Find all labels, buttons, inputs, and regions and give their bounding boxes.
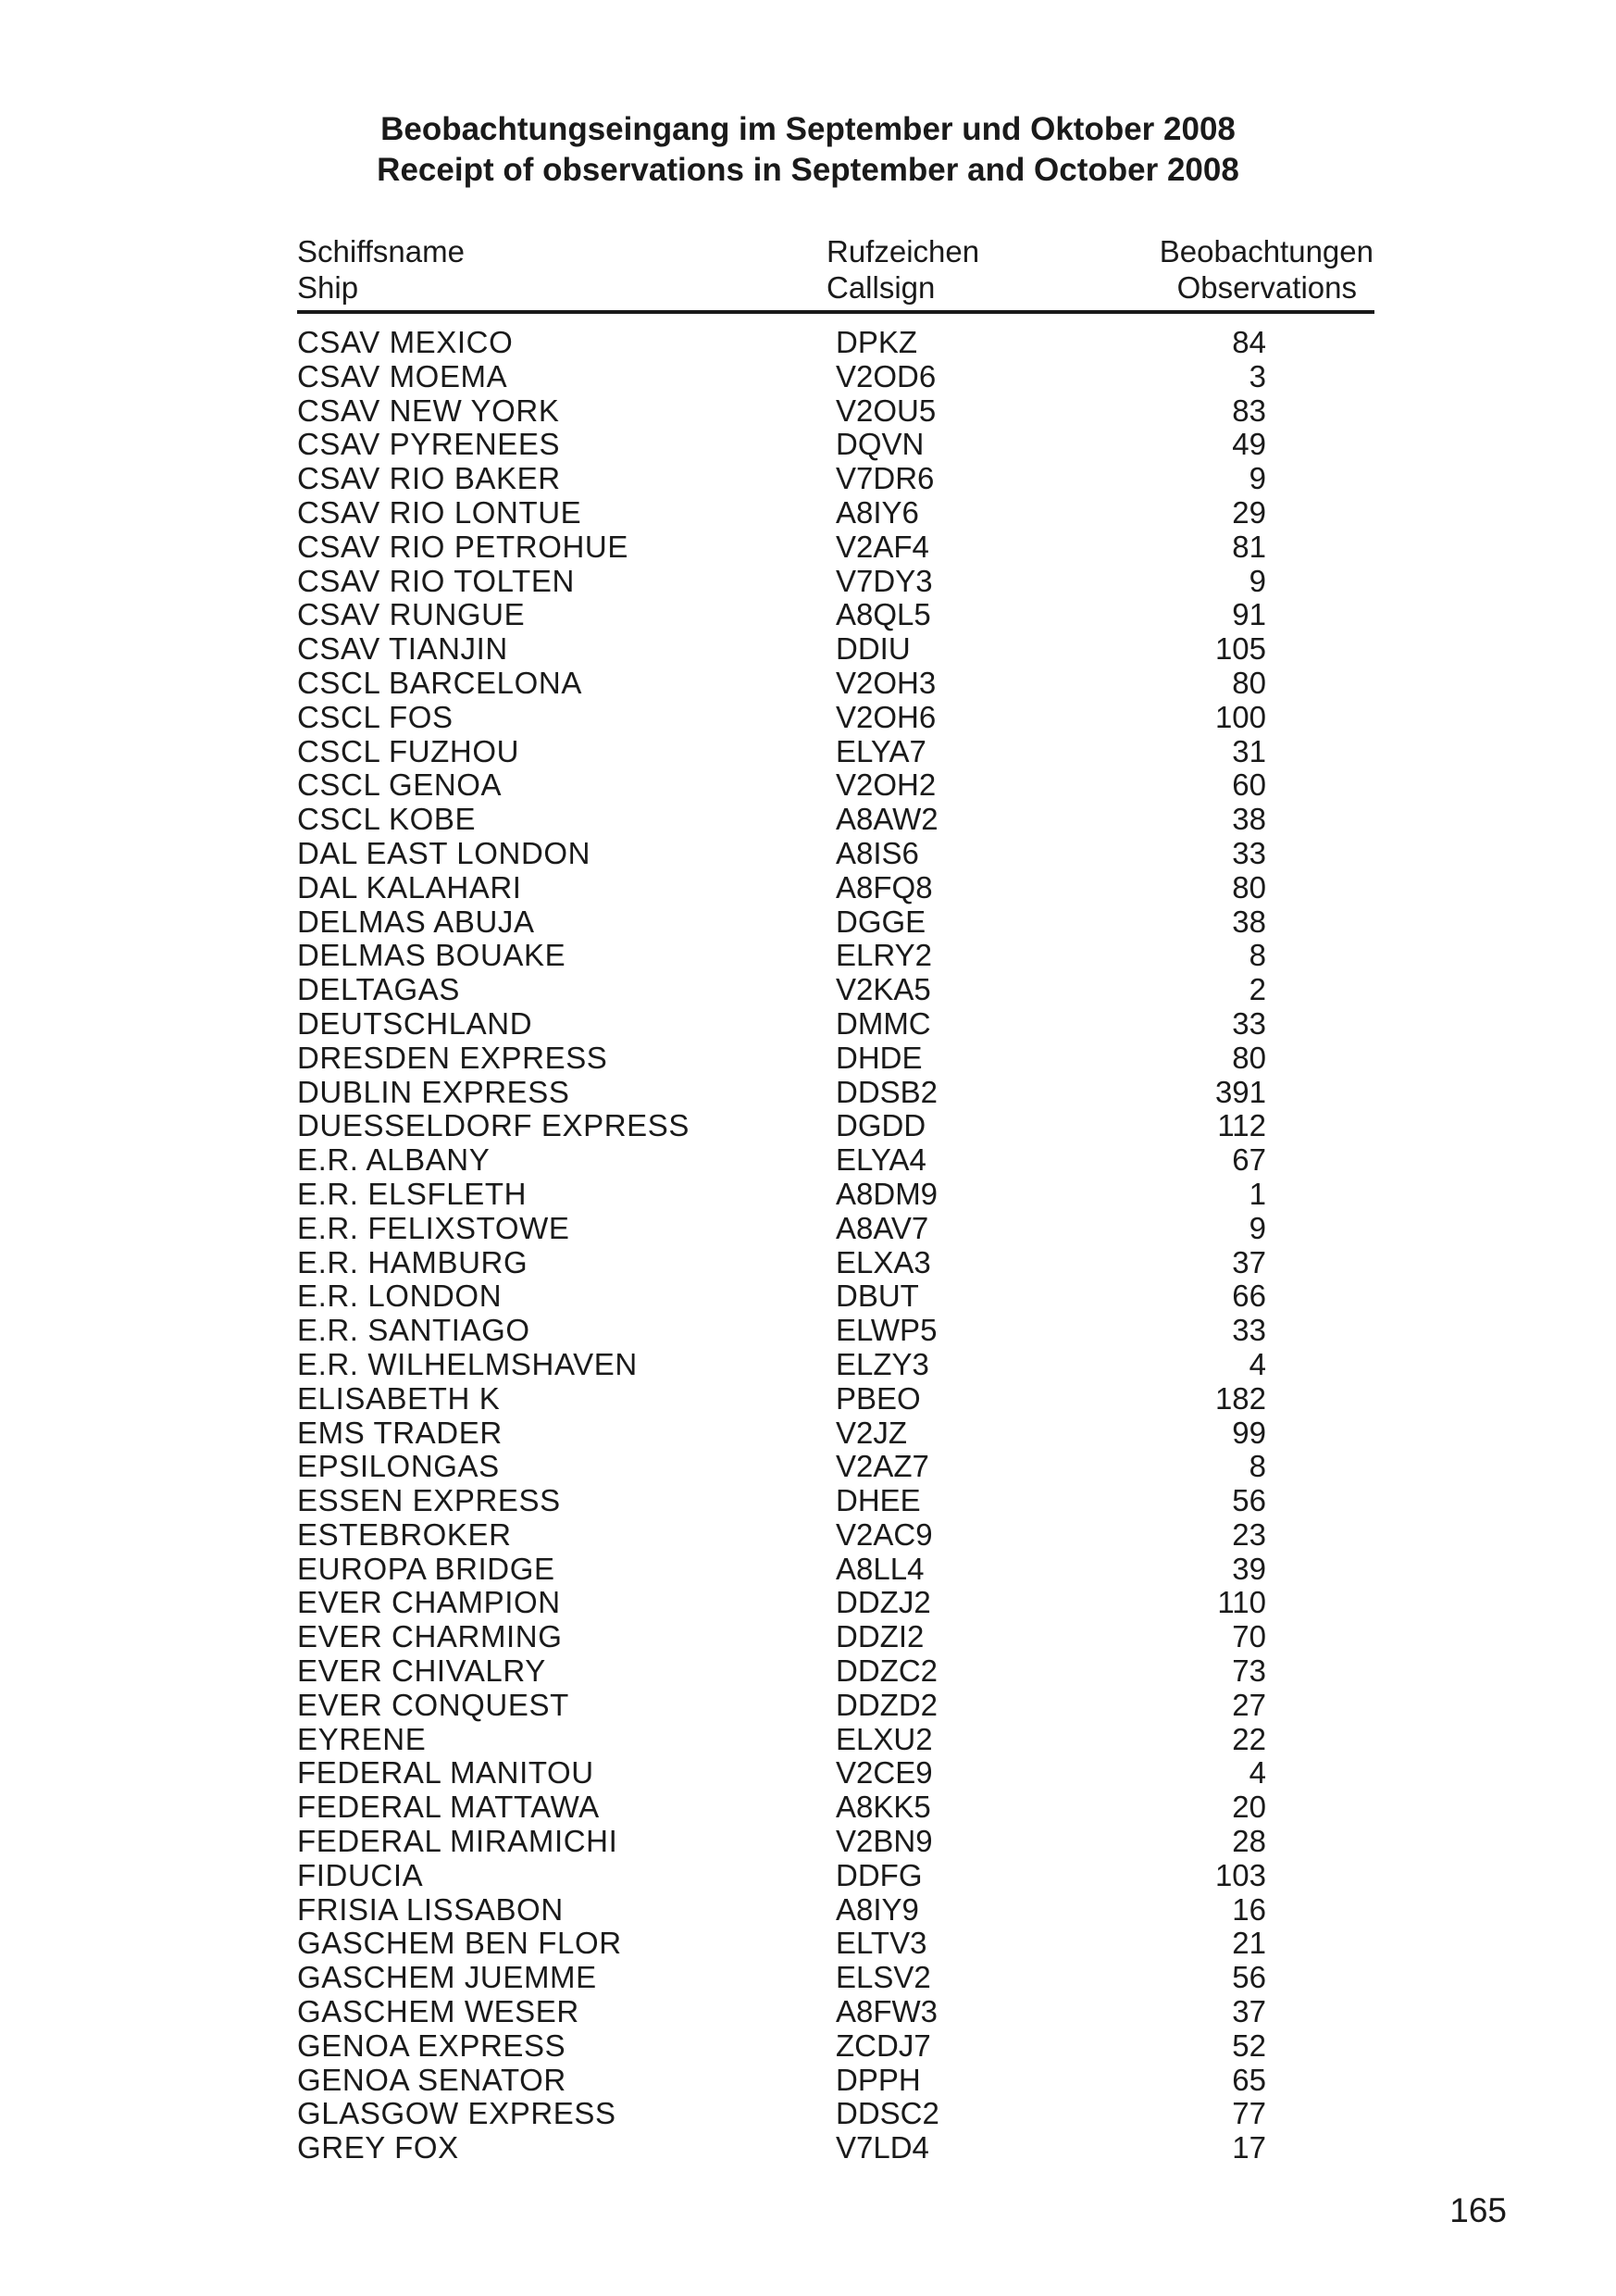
callsign-cell: DPKZ [836,325,918,359]
callsign-cell: V7DR6 [836,461,935,496]
ship-name-cell: CSCL FOS [297,699,454,734]
table-row [0,394,1616,429]
observations-cell: 182 [1214,1380,1266,1416]
observations-cell: 33 [1232,1005,1266,1041]
ship-name-cell: ESTEBROKER [297,1516,512,1552]
observations-cell: 23 [1232,1516,1266,1552]
callsign-cell: DBUT [836,1279,919,1314]
observations-cell: 1 [1249,1176,1266,1211]
observations-cell: 8 [1249,938,1266,973]
callsign-cell: DDFG [836,1857,923,1892]
observations-cell: 65 [1232,2062,1266,2097]
callsign-cell: A8DM9 [836,1176,939,1211]
observations-cell: 21 [1232,1926,1266,1961]
ship-name-cell: FEDERAL MATTAWA [297,1790,600,1825]
table-row [0,1893,1616,1928]
ship-name-cell: DAL KALAHARI [297,869,522,905]
observations-cell: 81 [1232,529,1266,564]
table-row [0,1723,1616,1757]
ship-name-cell: EMS TRADER [297,1415,503,1450]
ship-name-cell: CSCL BARCELONA [297,665,582,700]
observations-cell: 2 [1249,972,1266,1007]
callsign-cell: A8IS6 [836,835,919,870]
table-row [0,837,1616,871]
observations-cell: 66 [1232,1279,1266,1314]
ship-name-cell: CSAV PYRENEES [297,427,561,462]
callsign-cell: V2CE9 [836,1755,933,1791]
observations-cell: 39 [1232,1551,1266,1586]
callsign-cell: PBEO [836,1380,921,1416]
ship-name-cell: CSCL FUZHOU [297,733,520,768]
table-row [0,1995,1616,2029]
callsign-cell: DQVN [836,427,925,462]
table-row [0,1756,1616,1791]
table-row [0,1416,1616,1451]
observations-cell: 8 [1249,1449,1266,1484]
ship-name-cell: EVER CHAMPION [297,1585,561,1620]
ship-name-cell: EYRENE [297,1721,427,1756]
table-row [0,803,1616,837]
ship-name-cell: CSAV MEXICO [297,325,514,359]
ship-name-cell: E.R. HAMBURG [297,1244,528,1279]
callsign-cell: A8IY6 [836,494,919,530]
ship-name-cell: GREY FOX [297,2130,459,2165]
observations-cell: 105 [1214,631,1266,667]
table-row [0,530,1616,565]
column-header-ship-english: Ship [297,270,359,305]
observations-cell: 110 [1217,1585,1266,1620]
observations-cell: 16 [1232,1891,1266,1927]
observations-cell: 52 [1232,2028,1266,2063]
observations-cell: 103 [1214,1857,1266,1892]
callsign-cell: DDZC2 [836,1653,939,1689]
observations-cell: 9 [1249,563,1266,598]
table-row [0,1791,1616,1825]
ship-name-cell: FEDERAL MIRAMICHI [297,1824,618,1859]
table-row [0,2097,1616,2131]
ship-name-cell: EVER CHIVALRY [297,1653,546,1689]
page-number: 165 [1449,2191,1507,2229]
ship-name-cell: GENOA SENATOR [297,2062,566,2097]
callsign-cell: ELYA4 [836,1142,926,1178]
callsign-cell: V2JZ [836,1415,908,1450]
ship-name-cell: E.R. FELIXSTOWE [297,1210,570,1245]
ship-name-cell: E.R. SANTIAGO [297,1313,530,1348]
ship-name-cell: EPSILONGAS [297,1449,500,1484]
observations-cell: 33 [1232,1313,1266,1348]
ship-name-cell: ESSEN EXPRESS [297,1483,561,1518]
table-row [0,1109,1616,1143]
callsign-cell: V2OH6 [836,699,937,734]
callsign-cell: V2AF4 [836,529,929,564]
ship-name-cell: E.R. WILHELMSHAVEN [297,1346,638,1381]
observations-cell: 31 [1232,733,1266,768]
table-row [0,905,1616,940]
table-row [0,1586,1616,1620]
ship-name-cell: DELMAS BOUAKE [297,938,566,973]
table-row [0,1314,1616,1348]
ship-name-cell: FIDUCIA [297,1857,424,1892]
table-row [0,598,1616,632]
observations-cell: 22 [1232,1721,1266,1756]
table-row [0,428,1616,462]
observations-cell: 99 [1232,1415,1266,1450]
observations-cell: 91 [1232,597,1266,632]
observations-cell: 29 [1232,494,1266,530]
ship-name-cell: CSAV RIO LONTUE [297,494,582,530]
ship-name-cell: GASCHEM BEN FLOR [297,1926,622,1961]
ship-name-cell: E.R. ELSFLETH [297,1176,528,1211]
callsign-cell: ELZY3 [836,1346,929,1381]
observations-cell: 60 [1232,767,1266,803]
callsign-cell: DGGE [836,904,926,939]
observations-cell: 3 [1249,358,1266,393]
ship-name-cell: CSAV RIO TOLTEN [297,563,575,598]
observations-cell: 80 [1232,665,1266,700]
table-row [0,973,1616,1007]
observations-cell: 391 [1214,1074,1266,1109]
observations-cell: 73 [1232,1653,1266,1689]
ship-name-cell: FRISIA LISSABON [297,1891,564,1927]
ship-name-cell: EVER CHARMING [297,1619,563,1654]
observations-cell: 80 [1232,869,1266,905]
callsign-cell: V7LD4 [836,2130,929,2165]
callsign-cell: ELYA7 [836,733,926,768]
ship-name-cell: EVER CONQUEST [297,1687,569,1722]
callsign-cell: DDSB2 [836,1074,939,1109]
table-row [0,1007,1616,1042]
table-row [0,1076,1616,1110]
observations-cell: 67 [1232,1142,1266,1178]
table-row [0,1654,1616,1689]
table-row [0,1620,1616,1654]
page-title-german: Beobachtungseingang im September und Oktober 2008 [380,111,1236,147]
callsign-cell: DDZD2 [836,1687,939,1722]
header-divider [297,310,1374,314]
callsign-cell: ELTV3 [836,1926,927,1961]
ship-name-cell: DRESDEN EXPRESS [297,1040,608,1075]
observations-cell: 37 [1232,1244,1266,1279]
table-row [0,462,1616,496]
callsign-cell: A8QL5 [836,597,931,632]
callsign-cell: A8AW2 [836,802,939,837]
table-row [0,1246,1616,1280]
ship-name-cell: DUBLIN EXPRESS [297,1074,570,1109]
table-row [0,496,1616,530]
callsign-cell: DDZI2 [836,1619,925,1654]
callsign-cell: V2OH2 [836,767,937,803]
table-row [0,1553,1616,1587]
ship-name-cell: CSCL KOBE [297,802,477,837]
callsign-cell: DPPH [836,2062,921,2097]
table-row [0,1484,1616,1518]
ship-name-cell: CSAV RUNGUE [297,597,526,632]
ship-name-cell: CSAV RIO BAKER [297,461,561,496]
ship-name-cell: GASCHEM WESER [297,1994,579,2029]
table-row [0,1348,1616,1382]
table-row [0,939,1616,973]
table-row [0,1689,1616,1723]
table-row [0,667,1616,701]
table-row [0,1859,1616,1893]
callsign-cell: DDIU [836,631,911,667]
ship-name-cell: FEDERAL MANITOU [297,1755,594,1791]
observations-cell: 112 [1217,1108,1266,1143]
page-title-english: Receipt of observations in September and October 2008 [377,152,1239,188]
ship-name-cell: ELISABETH K [297,1380,501,1416]
table-row [0,1927,1616,1961]
observations-cell: 9 [1249,461,1266,496]
ship-name-cell: CSAV NEW YORK [297,393,560,428]
ship-name-cell: CSAV TIANJIN [297,631,508,667]
callsign-cell: V2KA5 [836,972,931,1007]
observations-cell: 37 [1232,1994,1266,2029]
observations-cell: 17 [1232,2130,1266,2165]
column-header-observations-english: Observations [1176,270,1357,305]
callsign-cell: DGDD [836,1108,926,1143]
table-row [0,1961,1616,1995]
observations-cell: 38 [1232,802,1266,837]
callsign-cell: ELSV2 [836,1960,931,1995]
column-header-ship-german: Schiffsname [297,234,465,268]
callsign-cell: A8AV7 [836,1210,929,1245]
observations-cell: 80 [1232,1040,1266,1075]
observations-cell: 83 [1232,393,1266,428]
callsign-cell: ELXA3 [836,1244,931,1279]
column-header-callsign-german: Rufzeichen [827,234,980,268]
table-row [0,326,1616,360]
observations-cell: 100 [1214,699,1266,734]
callsign-cell: DHEE [836,1483,921,1518]
table-row [0,768,1616,803]
ship-name-cell: DELTAGAS [297,972,460,1007]
ship-name-cell: DEUTSCHLAND [297,1005,533,1041]
observations-table [0,326,1616,2165]
callsign-cell: V2AZ7 [836,1449,929,1484]
callsign-cell: DDZJ2 [836,1585,931,1620]
ship-name-cell: CSAV MOEMA [297,358,508,393]
observations-cell: 28 [1232,1824,1266,1859]
callsign-cell: A8KK5 [836,1790,931,1825]
callsign-cell: DHDE [836,1040,923,1075]
observations-cell: 27 [1232,1687,1266,1722]
callsign-cell: ELWP5 [836,1313,938,1348]
observations-cell: 38 [1232,904,1266,939]
callsign-cell: A8LL4 [836,1551,925,1586]
callsign-cell: ELRY2 [836,938,932,973]
callsign-cell: V2AC9 [836,1516,933,1552]
table-row [0,1382,1616,1416]
ship-name-cell: DELMAS ABUJA [297,904,535,939]
table-row [0,565,1616,599]
ship-name-cell: E.R. ALBANY [297,1142,491,1178]
observations-cell: 84 [1232,325,1266,359]
observations-cell: 70 [1232,1619,1266,1654]
callsign-cell: V2OU5 [836,393,937,428]
observations-cell: 56 [1232,1483,1266,1518]
column-header-callsign-english: Callsign [827,270,936,305]
callsign-cell: V2OD6 [836,358,937,393]
table-row [0,1279,1616,1314]
table-row [0,1450,1616,1484]
ship-name-cell: CSCL GENOA [297,767,503,803]
callsign-cell: A8FW3 [836,1994,939,2029]
column-header-observations-german: Beobachtungen [1159,234,1374,268]
table-row [0,1178,1616,1212]
table-row [0,1518,1616,1553]
callsign-cell: A8IY9 [836,1891,919,1927]
ship-name-cell: DAL EAST LONDON [297,835,591,870]
observations-cell: 33 [1232,835,1266,870]
callsign-cell: V2OH3 [836,665,937,700]
table-row [0,2131,1616,2165]
table-row [0,632,1616,667]
table-row [0,1143,1616,1178]
observations-cell: 4 [1249,1346,1266,1381]
ship-name-cell: CSAV RIO PETROHUE [297,529,628,564]
callsign-cell: DMMC [836,1005,931,1041]
observations-cell: 49 [1232,427,1266,462]
table-row [0,360,1616,394]
callsign-cell: DDSC2 [836,2096,939,2131]
ship-name-cell: DUESSELDORF EXPRESS [297,1108,690,1143]
table-row [0,2029,1616,2064]
observations-cell: 56 [1232,1960,1266,1995]
callsign-cell: ELXU2 [836,1721,933,1756]
table-row [0,871,1616,905]
table-row [0,2064,1616,2098]
callsign-cell: V2BN9 [836,1824,933,1859]
table-row [0,735,1616,769]
observations-cell: 4 [1249,1755,1266,1791]
observations-cell: 20 [1232,1790,1266,1825]
ship-name-cell: E.R. LONDON [297,1279,503,1314]
observations-cell: 77 [1232,2096,1266,2131]
table-row [0,1212,1616,1246]
callsign-cell: A8FQ8 [836,869,933,905]
ship-name-cell: EUROPA BRIDGE [297,1551,555,1586]
observations-cell: 9 [1249,1210,1266,1245]
callsign-cell: V7DY3 [836,563,933,598]
ship-name-cell: GLASGOW EXPRESS [297,2096,616,2131]
table-row [0,1825,1616,1859]
ship-name-cell: GASCHEM JUEMME [297,1960,597,1995]
callsign-cell: ZCDJ7 [836,2028,931,2063]
ship-name-cell: GENOA EXPRESS [297,2028,566,2063]
table-row [0,1042,1616,1076]
table-row [0,701,1616,735]
